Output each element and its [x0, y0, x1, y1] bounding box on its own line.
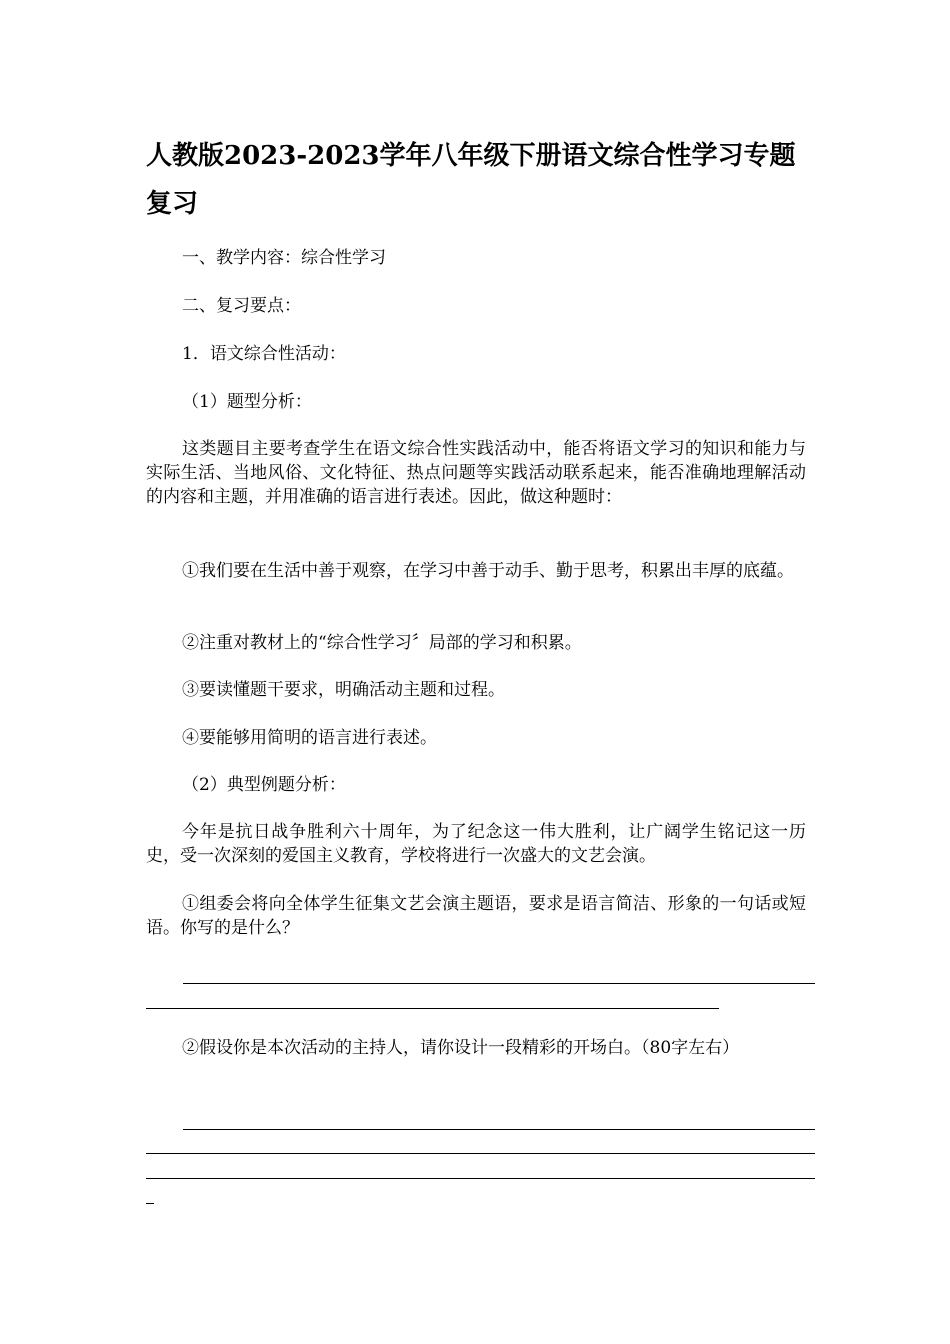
question-1: ①组委会将向全体学生征集文艺会演主题语，要求是语言简洁、形象的一句话或短语。你写的是什么？: [146, 894, 806, 938]
answer-line-q2-4[interactable]: [146, 1203, 154, 1204]
subsection-question-analysis: （1）题型分析：: [182, 392, 312, 412]
answer-line-q2-3[interactable]: [146, 1178, 815, 1179]
document-title: 人教版2023-2023学年八年级下册语文综合性学习专题复习: [146, 141, 796, 219]
tip-item-4: ④要能够用简明的语言进行表述。: [182, 728, 437, 748]
answer-line-q1-1[interactable]: [183, 983, 815, 984]
subsection-example-analysis: （2）典型例题分析：: [182, 775, 346, 795]
tip-item-2: ②注重对教材上的“综合性学习〞局部的学习和积累。: [182, 633, 582, 653]
document-page: [146, 0, 816, 1344]
analysis-paragraph: 这类题目主要考查学生在语文综合性实践活动中，能否将语文学习的知识和能力与实际生活、当地风俗、文化特征、热点问题等实践活动联系起来，能否准确地理解活动的内容和主题，并用准确的语言进行表述。因此，做这种题时：: [146, 439, 806, 507]
tip-item-3: ③要读懂题干要求，明确活动主题和过程。: [182, 680, 505, 700]
tip-item-1: ①我们要在生活中善于观察，在学习中善于动手、勤于思考，积累出丰厚的底蕴。: [182, 561, 794, 581]
answer-line-q2-2[interactable]: [146, 1153, 815, 1154]
example-background: 今年是抗日战争胜利六十周年，为了纪念这一伟大胜利，让广阔学生铭记这一历史，受一次深刻的爱国主义教育，学校将进行一次盛大的文艺会演。: [146, 822, 806, 866]
question-2: ②假设你是本次活动的主持人，请你设计一段精彩的开场白。（80字左右）: [182, 1038, 740, 1058]
subsection-chinese-activity: 1．语文综合性活动：: [182, 344, 346, 364]
section-teaching-content: 一、教学内容：综合性学习: [182, 248, 386, 268]
section-review-points: 二、复习要点：: [182, 296, 301, 316]
answer-line-q2-1[interactable]: [183, 1129, 815, 1130]
answer-line-q1-2[interactable]: [146, 1008, 719, 1009]
